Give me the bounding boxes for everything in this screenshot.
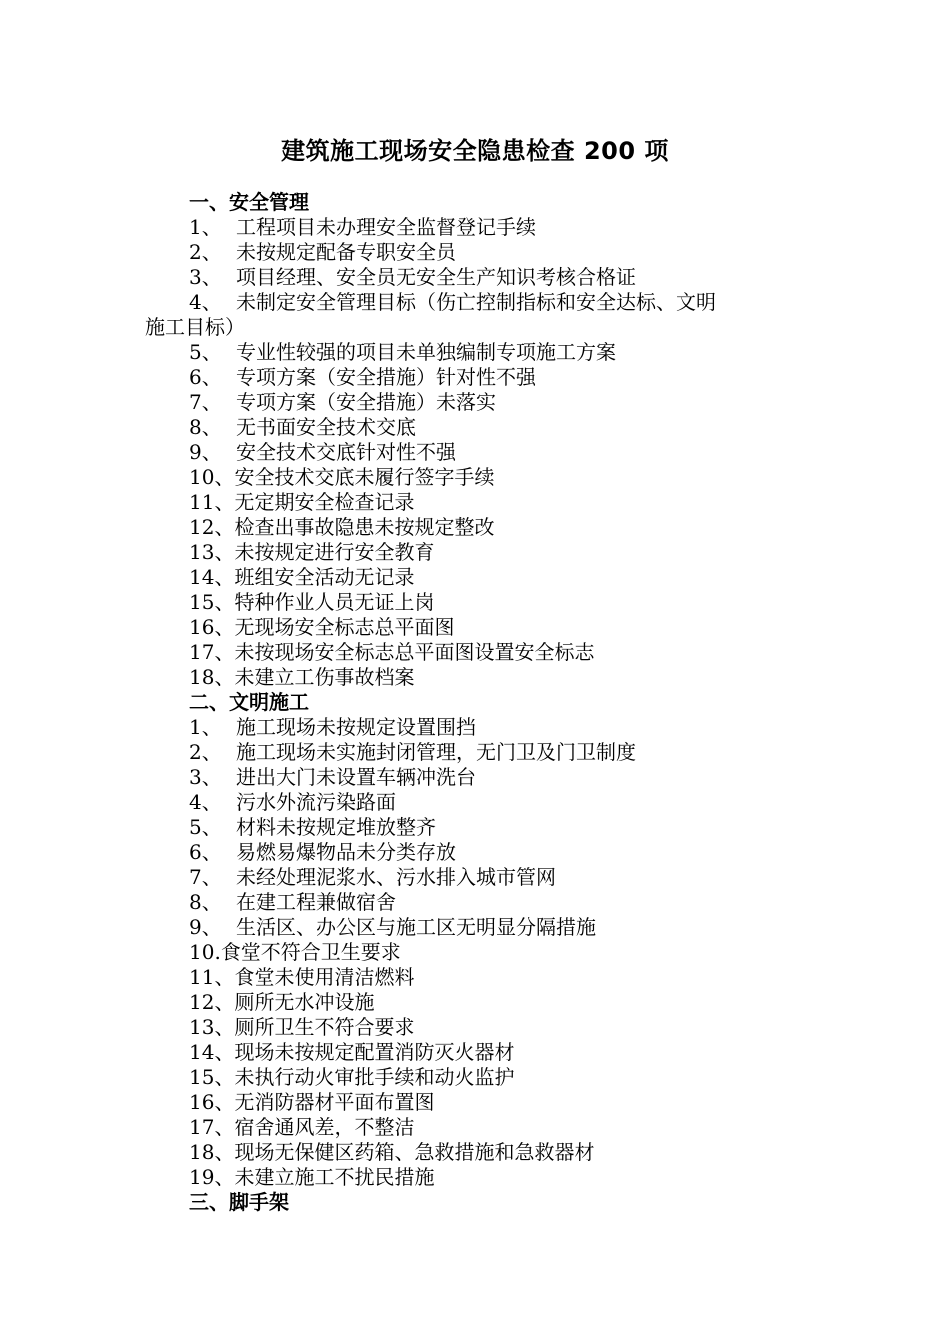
item-number: 1、 <box>189 215 222 239</box>
list-item <box>0 615 950 640</box>
list-item <box>0 490 950 515</box>
list-item <box>0 465 950 490</box>
item-number: 3、 <box>189 265 222 289</box>
item-number: 5、 <box>189 340 222 364</box>
item-text: 检查出事故隐患未按规定整改 <box>234 515 495 539</box>
item-text: 未建立施工不扰民措施 <box>234 1165 435 1189</box>
item-number: 11、 <box>189 490 235 514</box>
item-number: 2、 <box>189 240 222 264</box>
item-text: 专项方案（安全措施）针对性不强 <box>236 365 536 389</box>
item-number: 7、 <box>189 390 222 414</box>
item-text: 未按规定进行安全教育 <box>234 540 435 564</box>
item-text: 进出大门未设置车辆冲洗台 <box>236 765 476 789</box>
item-number: 8、 <box>189 415 222 439</box>
item-text: 无现场安全标志总平面图 <box>234 615 455 639</box>
item-text: 材料未按规定堆放整齐 <box>236 815 436 839</box>
item-number: 10、 <box>189 465 235 489</box>
item-number: 3、 <box>189 765 222 789</box>
item-number: 6、 <box>189 365 222 389</box>
item-number: 16、 <box>189 1090 235 1114</box>
item-text: 未制定安全管理目标（伤亡控制指标和安全达标、文明 <box>236 290 716 314</box>
list-item <box>0 540 950 565</box>
item-number: 15、 <box>189 1065 235 1089</box>
item-number: 10. <box>189 940 221 964</box>
item-text: 无消防器材平面布置图 <box>234 1090 435 1114</box>
item-text: 在建工程兼做宿舍 <box>236 890 396 914</box>
item-number: 5、 <box>189 815 222 839</box>
item-number: 2、 <box>189 740 222 764</box>
item-number: 17、 <box>189 1115 235 1139</box>
item-number: 7、 <box>189 865 222 889</box>
item-number: 11、 <box>189 965 235 989</box>
list-item <box>0 440 950 465</box>
item-text: 班组安全活动无记录 <box>234 565 415 589</box>
document-title: 建筑施工现场安全隐患检查 200 项 <box>281 137 669 165</box>
item-text: 现场未按规定配置消防灭火器材 <box>234 1040 515 1064</box>
item-text: 安全技术交底未履行签字手续 <box>234 465 495 489</box>
section-heading-safety-management: 一、安全管理 <box>189 190 309 214</box>
item-number: 15、 <box>189 590 235 614</box>
list-item <box>0 215 950 240</box>
list-item <box>0 765 950 790</box>
section-heading-scaffolding: 三、脚手架 <box>189 1190 289 1214</box>
list-item <box>0 1115 950 1140</box>
item-text: 食堂不符合卫生要求 <box>220 940 401 964</box>
item-number: 17、 <box>189 640 235 664</box>
list-item <box>0 1090 950 1115</box>
list-item <box>0 290 950 340</box>
item-text: 现场无保健区药箱、急救措施和急救器材 <box>234 1140 595 1164</box>
list-item <box>0 1040 950 1065</box>
item-number: 9、 <box>189 440 222 464</box>
item-number: 8、 <box>189 890 222 914</box>
item-text: 未执行动火审批手续和动火监护 <box>234 1065 515 1089</box>
list-item <box>0 715 950 740</box>
list-item <box>0 565 950 590</box>
list-item <box>0 915 950 940</box>
item-number: 4、 <box>189 790 222 814</box>
list-item <box>0 590 950 615</box>
item-text-continued: 施工目标） <box>145 315 245 339</box>
item-text: 无书面安全技术交底 <box>236 415 416 439</box>
item-text: 未按规定配备专职安全员 <box>236 240 456 264</box>
item-text: 专项方案（安全措施）未落实 <box>236 390 496 414</box>
item-number: 16、 <box>189 615 235 639</box>
item-number: 1、 <box>189 715 222 739</box>
list-item <box>0 665 950 690</box>
list-item <box>0 365 950 390</box>
item-number: 18、 <box>189 1140 235 1164</box>
item-number: 6、 <box>189 840 222 864</box>
list-item <box>0 815 950 840</box>
item-number: 13、 <box>189 1015 235 1039</box>
list-item <box>0 1165 950 1190</box>
item-text: 厕所卫生不符合要求 <box>234 1015 415 1039</box>
list-item <box>0 1065 950 1090</box>
item-number: 14、 <box>189 1040 235 1064</box>
list-item <box>0 640 950 665</box>
list-item <box>0 1015 950 1040</box>
item-number: 18、 <box>189 665 235 689</box>
item-text: 厕所无水冲设施 <box>234 990 375 1014</box>
list-item <box>0 240 950 265</box>
item-number: 12、 <box>189 990 235 1014</box>
item-text: 专业性较强的项目未单独编制专项施工方案 <box>236 340 616 364</box>
item-text: 未按现场安全标志总平面图设置安全标志 <box>234 640 595 664</box>
item-text: 未建立工伤事故档案 <box>234 665 415 689</box>
item-text: 易燃易爆物品未分类存放 <box>236 840 456 864</box>
item-text: 特种作业人员无证上岗 <box>234 590 435 614</box>
list-item <box>0 965 950 990</box>
item-number: 13、 <box>189 540 235 564</box>
item-text: 生活区、办公区与施工区无明显分隔措施 <box>236 915 596 939</box>
list-item <box>0 415 950 440</box>
item-number: 14、 <box>189 565 235 589</box>
item-text: 施工现场未实施封闭管理，无门卫及门卫制度 <box>236 740 636 764</box>
list-item <box>0 1140 950 1165</box>
item-number: 19、 <box>189 1165 235 1189</box>
item-text: 无定期安全检查记录 <box>234 490 415 514</box>
item-text: 未经处理泥浆水、污水排入城市管网 <box>236 865 556 889</box>
list-item <box>0 515 950 540</box>
list-item <box>0 840 950 865</box>
list-item <box>0 790 950 815</box>
item-text: 食堂未使用清洁燃料 <box>234 965 415 989</box>
list-item <box>0 740 950 765</box>
item-text: 施工现场未按规定设置围挡 <box>236 715 476 739</box>
document-body <box>0 190 950 1215</box>
item-text: 安全技术交底针对性不强 <box>236 440 456 464</box>
list-item <box>0 390 950 415</box>
list-item <box>0 265 950 290</box>
item-text: 污水外流污染路面 <box>236 790 396 814</box>
list-item <box>0 990 950 1015</box>
item-number: 12、 <box>189 515 235 539</box>
list-item <box>0 865 950 890</box>
list-item <box>0 340 950 365</box>
item-number: 9、 <box>189 915 222 939</box>
item-number: 4、 <box>189 290 222 314</box>
item-text: 宿舍通风差，不整洁 <box>234 1115 415 1139</box>
list-item <box>0 940 950 965</box>
section-heading-civilized-construction: 二、文明施工 <box>189 690 309 714</box>
list-item <box>0 890 950 915</box>
item-text: 项目经理、安全员无安全生产知识考核合格证 <box>236 265 636 289</box>
item-text: 工程项目未办理安全监督登记手续 <box>236 215 536 239</box>
